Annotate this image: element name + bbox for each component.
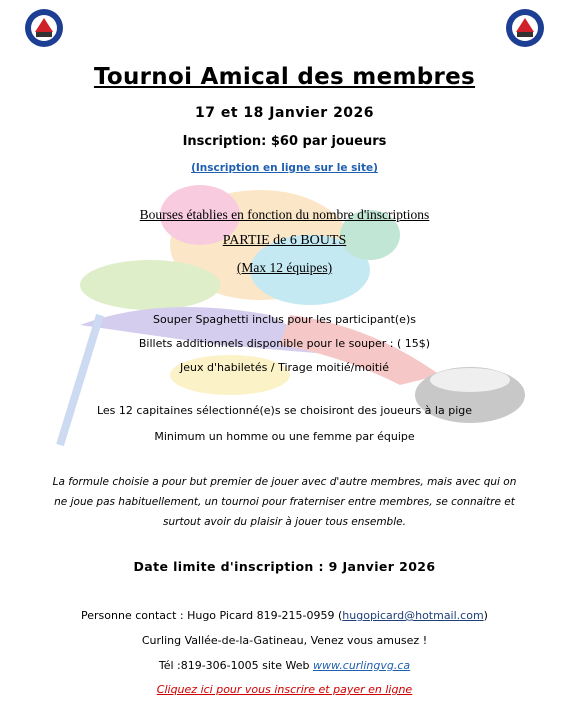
- description-line: ne joue pas habituellement, un tournoi pour fraterniser entre membres, se connaitre et: [54, 496, 515, 508]
- club-crest-icon: [24, 8, 64, 48]
- contact-line: [0, 609, 569, 622]
- game-format: PARTIE de 6 BOUTS: [222, 233, 347, 248]
- max-teams: (Max 12 équipes): [236, 260, 333, 275]
- games-info: Jeux d'habiletés / Tirage moitié/moitié: [179, 361, 389, 374]
- online-registration-link[interactable]: (Inscription en ligne sur le site): [191, 162, 378, 174]
- event-dates: 17 et 18 Janvier 2026: [194, 105, 375, 121]
- captains-info: Les 12 capitaines sélectionné(e)s se choisiront des joueurs à la pige: [96, 404, 472, 417]
- register-pay-link[interactable]: Cliquez ici pour vous inscrire et payer en ligne: [156, 683, 413, 696]
- page-title: Tournoi Amical des membres: [93, 64, 476, 90]
- extra-tickets-info: Billets additionnels disponible pour le souper : ( 15$): [138, 337, 431, 350]
- registration-fee: Inscription: $60 par joueurs: [182, 134, 387, 149]
- club-line: Curling Vallée-de-la-Gatineau, Venez vous amusez !: [141, 634, 428, 647]
- description-line: surtout avoir du plaisir à jouer tous ensemble.: [163, 516, 406, 528]
- contact-prefix: Personne contact : Hugo Picard 819-215-0959 (: [81, 609, 343, 622]
- minimum-info: Minimum un homme ou une femme par équipe: [154, 430, 415, 443]
- registration-deadline: Date limite d'inscription : 9 Janvier 2026: [133, 559, 436, 574]
- supper-info: Souper Spaghetti inclus pour les participant(e)s: [153, 313, 416, 326]
- description-line: La formule choisie a pour but premier de jouer avec d'autre membres, mais avec qui on: [52, 476, 517, 488]
- phone-prefix: Tél :819-306-1005 site Web: [158, 659, 313, 672]
- purses-info: Bourses établies en fonction du nombre d'inscriptions: [139, 207, 430, 222]
- phone-line: [0, 659, 569, 672]
- club-crest-icon: [505, 8, 545, 48]
- contact-suffix: ): [483, 609, 488, 622]
- website-link[interactable]: www.curlingvg.ca: [312, 659, 411, 672]
- contact-email-link[interactable]: hugopicard@hotmail.com: [342, 609, 484, 622]
